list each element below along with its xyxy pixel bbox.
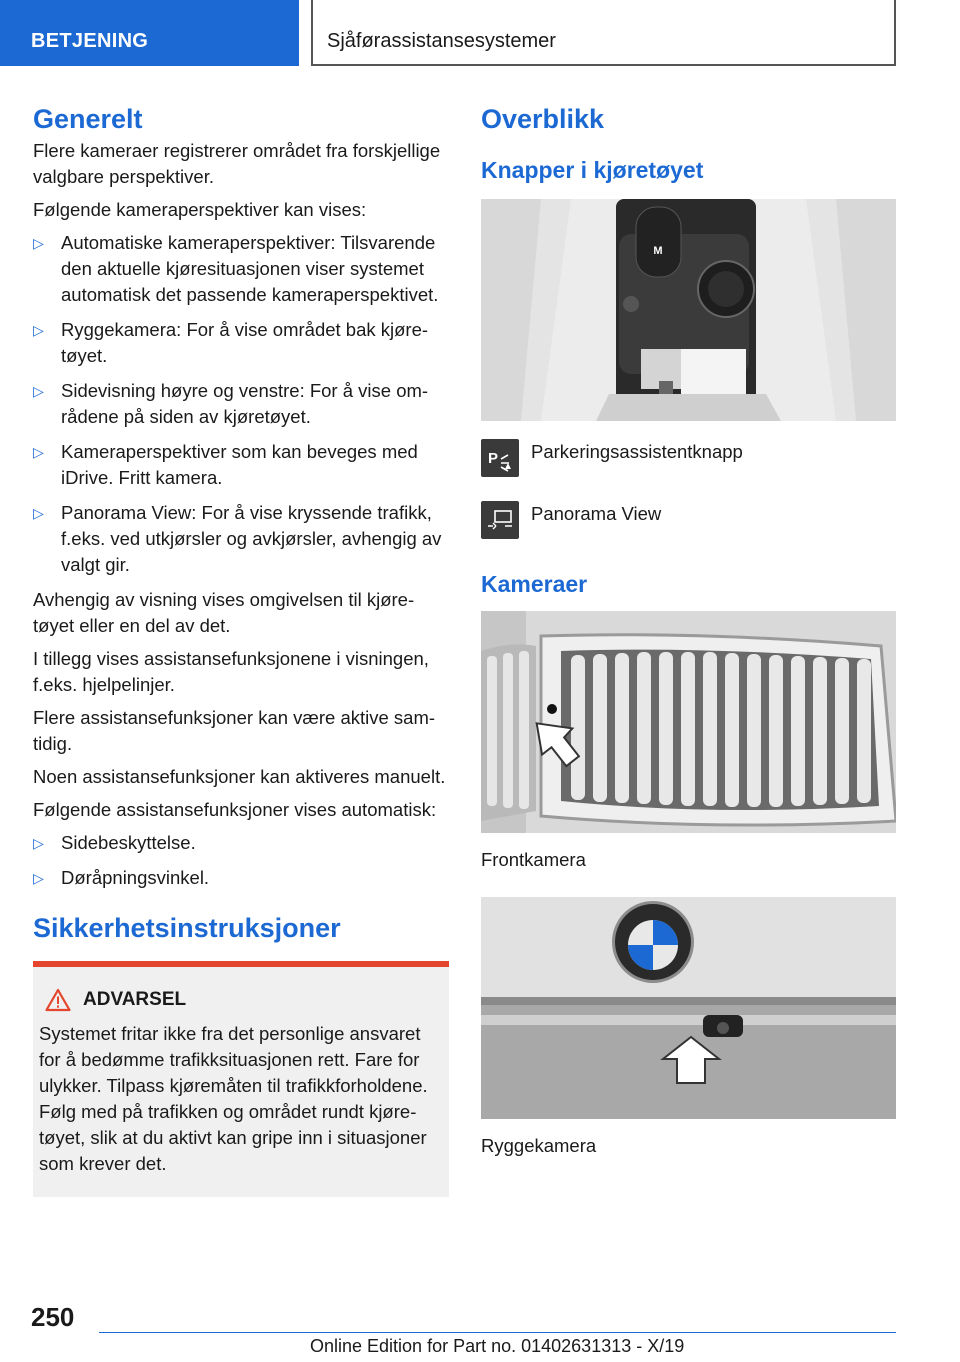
center-console-image — [481, 199, 896, 421]
rear-camera-image — [481, 897, 896, 1119]
chapter-title: Sjåførassistansesystemer — [311, 0, 896, 66]
panorama-view-row — [481, 501, 896, 539]
automatic-functions-list — [33, 830, 449, 891]
paragraph: Noen assistansefunksjoner kan aktiveres manuelt. — [33, 766, 446, 787]
panorama-view-label: Panorama View — [531, 503, 662, 524]
heading-overview: Overblikk — [481, 104, 605, 134]
left-column — [33, 100, 449, 1197]
warning-text: Systemet fritar ikke fra det personlige ansvaret for å bedømme trafikksituasjonen rett. Fare for ulykker. Tilpass kjøremåten til trafikkforholdene. Følg med på trafikken og området rundt kjøretøyet, slik at du aktivt kan gripe inn i situasjoner som krever det. — [39, 1023, 428, 1174]
paragraph: Avhengig av visning vises omgivelsen til kjøretøyet eller en del av det. — [33, 589, 415, 636]
paragraph: Flere kameraer registrerer området fra forskjellige valgbare perspektiver. — [33, 140, 441, 187]
bullet-triangle-icon: ▷ — [33, 322, 44, 338]
bullet-triangle-icon: ▷ — [33, 505, 44, 521]
warning-title: ADVARSEL — [39, 987, 443, 1013]
bullet-triangle-icon: ▷ — [33, 235, 44, 251]
caption-front-camera: Frontkamera — [481, 849, 586, 870]
list-item: ▷ Sidebeskyttelse. — [33, 830, 449, 856]
subheading-buttons: Knapper i kjøretøyet — [481, 157, 704, 183]
section-tab: BETJENING — [0, 0, 299, 66]
footer-divider — [99, 1332, 896, 1333]
front-grille-image — [481, 611, 896, 833]
panorama-view-icon — [481, 501, 519, 539]
parking-assistant-label: Parkeringsassistentknapp — [531, 441, 743, 462]
console-photo — [481, 199, 896, 421]
list-item: ▷ Automatiske kameraperspektiver: Tilsvarende den aktuelle kjøresituasjonen viser systemet automatisk det passende kameraperspektivet. — [33, 232, 439, 305]
svg-text:M: M — [653, 245, 663, 257]
caption-rear-camera: Ryggekamera — [481, 1135, 597, 1156]
parking-assistant-icon — [481, 439, 519, 477]
rear-camera-photo — [481, 897, 896, 1119]
list-item: ▷ Kameraperspektiver som kan beveges med iDrive. Fritt kamera. — [33, 441, 418, 488]
bullet-triangle-icon: ▷ — [33, 835, 44, 851]
paragraph: I tillegg vises assistansefunksjonene i visningen, f.eks. hjelpelinjer. — [33, 648, 429, 695]
perspective-list — [33, 230, 449, 578]
edition-note: Online Edition for Part no. 01402631313 - X/19 — [310, 1336, 685, 1356]
right-column — [481, 100, 896, 1159]
page-number: 250 — [31, 1302, 75, 1332]
bullet-triangle-icon: ▷ — [33, 444, 44, 460]
heading-general: Generelt — [33, 104, 143, 134]
subheading-cameras: Kameraer — [481, 571, 588, 597]
list-item: ▷ Ryggekamera: For å vise området bak kjøretøyet. — [33, 319, 429, 366]
page-header — [0, 0, 960, 66]
paragraph: Flere assistansefunksjoner kan være aktive samtidig. — [33, 707, 436, 754]
list-item: ▷ Sidevisning høyre og venstre: For å vise områdene på siden av kjøretøyet. — [33, 380, 429, 427]
list-item: ▷ Døråpningsvinkel. — [33, 865, 449, 891]
list-item: ▷ Panorama View: For å vise kryssende trafikk, f.eks. ved utkjørsler og avkjørsler, avhengig av valgt gir. — [33, 502, 442, 575]
front-camera-photo — [481, 611, 896, 833]
svg-text:P: P — [488, 450, 499, 467]
paragraph: Følgende assistansefunksjoner vises automatisk: — [33, 799, 437, 820]
warning-triangle-icon — [45, 988, 71, 1012]
paragraph: Følgende kameraperspektiver kan vises: — [33, 199, 367, 220]
parking-assistant-row — [481, 439, 896, 477]
bullet-triangle-icon: ▷ — [33, 870, 44, 886]
heading-safety: Sikkerhetsinstruksjoner — [33, 913, 341, 943]
bullet-triangle-icon: ▷ — [33, 383, 44, 399]
warning-box — [33, 967, 449, 1197]
